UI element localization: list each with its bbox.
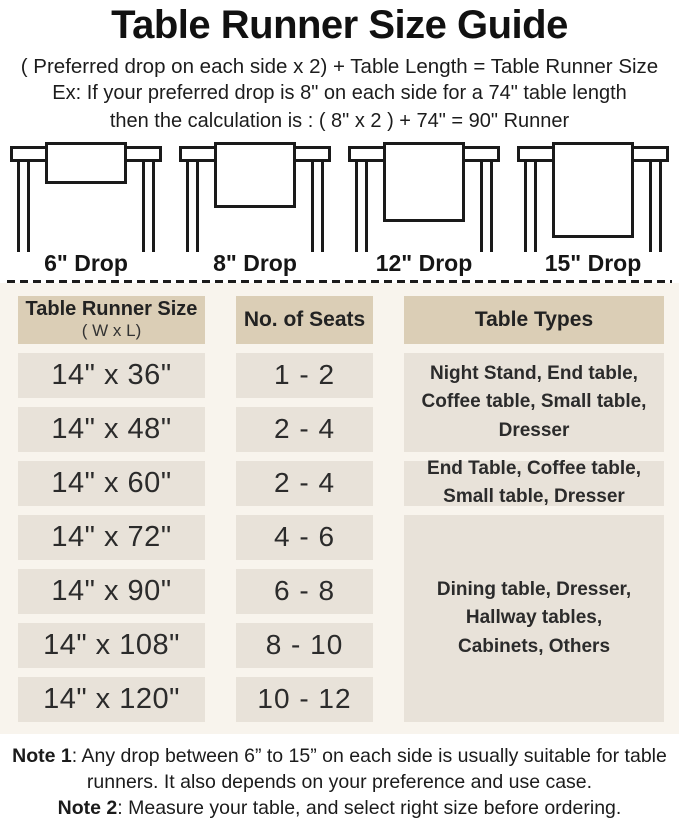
drop-labels-row [0,248,679,279]
size-table [18,296,664,722]
header [0,3,679,135]
note-2-text: : Measure your table, and select right size before ordering. [117,797,622,820]
seats-cell: 2 - 4 [236,461,373,506]
table-types-group-1: Night Stand, End table, Coffee table, Small table, Dresser [404,353,664,452]
drop-label-12: 12" Drop [375,249,473,276]
example-line-2: then the calculation is : ( 8" x 2 ) + 74" = 90" Runner [109,109,570,132]
seats-cell: 4 - 6 [236,515,373,560]
column-header-table-types: Table Types [404,296,664,344]
size-cell: 14" x 60" [18,461,205,506]
seats-cell: 10 - 12 [236,677,373,722]
size-guide-page [0,3,679,829]
table-leg-right-icon [142,161,155,252]
table-leg-left-icon [355,161,368,252]
note-2-label: Note 2 [57,797,118,820]
table-leg-right-icon [311,161,324,252]
note-1-text: : Any drop between 6” to 15” on each side is usually suitable for table runners. It also depends on your preference and use case. [71,744,667,793]
drop-label-8: 8" Drop [213,249,297,276]
example-line-1: Ex: If your preferred drop is 8" on each side for a 74" table length [52,82,627,105]
table-leg-right-icon [649,161,662,252]
table-graphic [517,140,669,252]
table-graphic [179,140,331,252]
column-header-runner-size-title: Table Runner Size [25,298,198,321]
seats-cell: 6 - 8 [236,569,373,614]
table-types-group-2: End Table, Coffee table, Small table, Dresser [404,461,664,506]
drop-label-6: 6" Drop [44,249,128,276]
runner-drape-icon [383,142,465,222]
table-leg-left-icon [524,161,537,252]
table-graphic [10,140,162,252]
drop-label-15: 15" Drop [544,249,642,276]
seats-cell: 1 - 2 [236,353,373,398]
table-types-group-3: Dining table, Dresser, Hallway tables, Cabinets, Others [404,515,664,722]
drop-illustrations [0,135,679,248]
column-header-seats: No. of Seats [236,296,373,344]
table-illustration-15-drop [517,140,669,248]
size-cell: 14" x 72" [18,515,205,560]
runner-drape-icon [214,142,296,208]
column-header-runner-size-subtitle: ( W x L) [81,321,142,341]
size-table-section [0,283,679,734]
table-illustration-12-drop [348,140,500,248]
size-cell: 14" x 108" [18,623,205,668]
runner-drape-icon [45,142,127,184]
table-leg-left-icon [17,161,30,252]
runner-drape-icon [552,142,634,238]
footer-notes [0,734,679,821]
note-1 [8,743,671,795]
table-illustration-8-drop [179,140,331,248]
table-graphic [348,140,500,252]
size-cell: 14" x 48" [18,407,205,452]
column-header-runner-size [18,296,205,344]
table-leg-right-icon [480,161,493,252]
note-2 [8,795,671,821]
page-title: Table Runner Size Guide [111,3,568,47]
note-1-label: Note 1 [12,744,72,767]
size-cell: 14" x 90" [18,569,205,614]
size-cell: 14" x 36" [18,353,205,398]
formula-text: ( Preferred drop on each side x 2) + Table Length = Table Runner Size [20,54,659,78]
seats-cell: 2 - 4 [236,407,373,452]
seats-cell: 8 - 10 [236,623,373,668]
size-cell: 14" x 120" [18,677,205,722]
table-leg-left-icon [186,161,199,252]
table-illustration-6-drop [10,140,162,248]
